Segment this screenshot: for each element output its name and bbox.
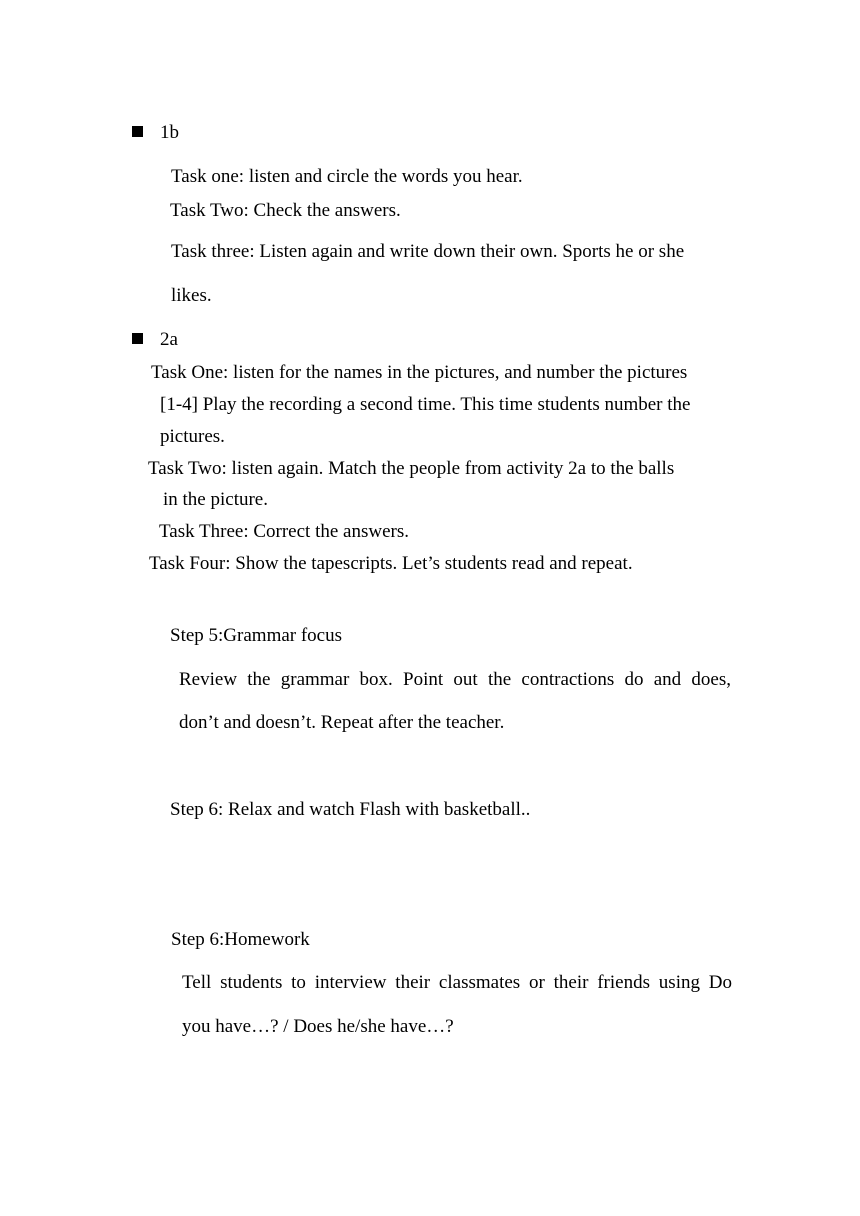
- bullet-1b: [132, 126, 143, 137]
- task-one-1b: Task one: listen and circle the words you hear.: [171, 166, 523, 187]
- task-three-1b-line1: Task three: Listen again and write down their own. Sports he or she: [171, 241, 685, 262]
- step5-body-line2: don’t and doesn’t. Repeat after the teacher.: [179, 712, 505, 733]
- section-heading-2a: 2a: [160, 329, 178, 350]
- task-one-2a-line1: Task One: listen for the names in the pictures, and number the pictures: [151, 362, 688, 383]
- task-one-2a-line2: [1-4] Play the recording a second time. This time students number the: [160, 394, 691, 415]
- step6-relax-title: Step 6: Relax and watch Flash with basketball..: [170, 799, 531, 820]
- task-one-2a-line3: pictures.: [160, 426, 225, 447]
- task-two-2a-line1: Task Two: listen again. Match the people from activity 2a to the balls: [148, 458, 675, 479]
- step5-title: Step 5:Grammar focus: [170, 625, 343, 646]
- task-four-2a: Task Four: Show the tapescripts. Let’s students read and repeat.: [149, 553, 633, 574]
- task-three-2a: Task Three: Correct the answers.: [159, 521, 409, 542]
- step6-homework-title: Step 6:Homework: [171, 929, 310, 950]
- bullet-2a: [132, 333, 143, 344]
- section-heading-1b: 1b: [160, 122, 179, 143]
- task-two-1b: Task Two: Check the answers.: [170, 200, 401, 221]
- step6-homework-body-line1: Tell students to interview their classmates or their friends using Do: [182, 972, 732, 993]
- task-three-1b-line2: likes.: [171, 285, 212, 306]
- task-two-2a-line2: in the picture.: [163, 489, 268, 510]
- step6-homework-body-line2: you have…? / Does he/she have…?: [182, 1016, 454, 1037]
- step5-body-line1: Review the grammar box. Point out the contractions do and does,: [179, 669, 731, 690]
